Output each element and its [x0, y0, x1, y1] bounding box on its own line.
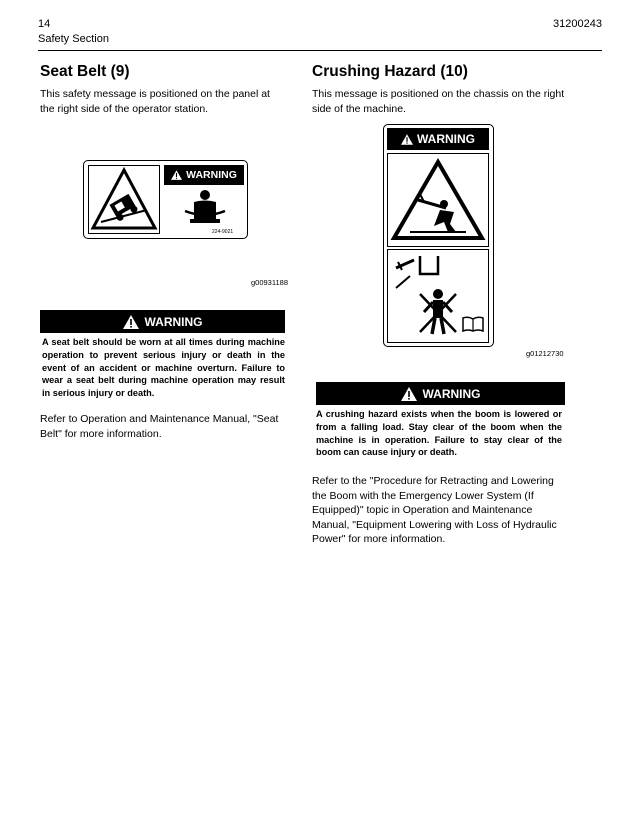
- crushing-hazard-intro: This message is positioned on the chassis on the right side of the machine.: [312, 88, 565, 115]
- seat-belt-intro: This safety message is positioned on the panel at the right side of the operator station.: [40, 88, 270, 115]
- crushing-hazard-decal: [383, 124, 494, 347]
- rollover-panel: [88, 165, 160, 234]
- crushing-hazard-figure-id: g01212730: [526, 349, 564, 358]
- decal-warning-header: [387, 128, 489, 150]
- crushing-hazard-icon: [388, 154, 488, 246]
- seat-belt-warning-text: A seat belt should be worn at all times during machine operation to prevent serious injury or death in the event of an accident or machine overturn. Failure to wear a seat belt during machine operation may result in serious injury or death.: [42, 337, 285, 399]
- crushing-warning-banner: [316, 382, 565, 405]
- seat-belt-figure-id: g00931188: [251, 278, 288, 287]
- document-number: 31200243: [553, 18, 602, 30]
- manual-book-icon: [462, 316, 484, 332]
- warning-label: WARNING: [144, 314, 203, 329]
- crushing-hazard-title: Crushing Hazard (10): [312, 63, 468, 80]
- seat-belt-operator-icon: [182, 189, 228, 227]
- warning-triangle-icon: [401, 387, 417, 401]
- crushing-warning-text: A crushing hazard exists when the boom is lowered or from a falling load. Stay clear of the boom when the machine is in operation. Failure to stay clear of the boom can cause injury or death.: [316, 409, 562, 458]
- decal-warning-label: WARNING: [417, 132, 475, 146]
- warning-label: WARNING: [422, 386, 481, 401]
- stay-clear-person-icon: [418, 286, 458, 338]
- seat-belt-warning-banner: [40, 310, 285, 333]
- header-rule: [38, 50, 602, 51]
- instruction-panel: [387, 249, 489, 343]
- decal-warning-header: [164, 165, 244, 185]
- section-name: Safety Section: [38, 33, 109, 45]
- crushing-reference: Refer to the "Procedure for Retracting and Lowering the Boom with the Emergency Lower System (If Equipped)" topic in Operation and Maintenance Manual, "Equipment Lowering with Loss of Hydraulic Power" for more information.: [312, 475, 557, 545]
- decal-part-number: 224-9021: [212, 229, 234, 235]
- crushing-panel: [387, 153, 489, 247]
- warning-triangle-icon: [401, 134, 413, 145]
- seat-belt-decal: [83, 160, 248, 239]
- warning-triangle-icon: [171, 170, 182, 180]
- seat-belt-title: Seat Belt (9): [40, 63, 130, 80]
- falling-load-icon: [392, 254, 446, 290]
- warning-triangle-icon: [123, 315, 139, 329]
- page-number: 14: [38, 18, 51, 30]
- rollover-hazard-icon: [89, 166, 159, 233]
- decal-warning-label: WARNING: [186, 169, 237, 181]
- seat-belt-reference: Refer to Operation and Maintenance Manual, "Seat Belt" for more information.: [40, 413, 279, 440]
